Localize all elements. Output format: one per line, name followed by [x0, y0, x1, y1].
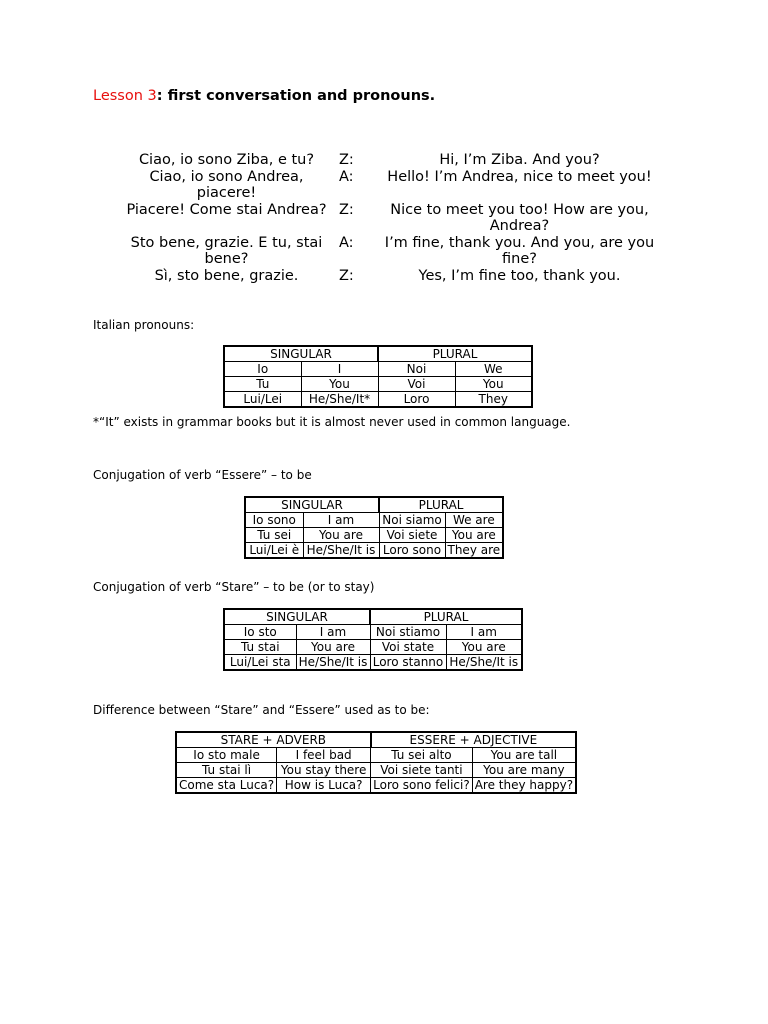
- table-cell: Loro stanno: [370, 655, 446, 671]
- table-cell: I feel bad: [277, 748, 371, 763]
- stare-table: [223, 608, 523, 671]
- table-cell: Noi: [378, 362, 455, 377]
- table-cell: He/She/It is: [446, 655, 522, 671]
- dialogue-line: [120, 169, 660, 202]
- table-cell: You are tall: [472, 748, 576, 763]
- difference-table: [175, 731, 577, 794]
- table-cell: You: [455, 377, 532, 392]
- table-cell: Tu stai: [224, 640, 296, 655]
- table-cell: I am: [296, 625, 370, 640]
- lesson-number: Lesson 3: [93, 88, 157, 104]
- table-cell: I: [301, 362, 378, 377]
- header-singular: SINGULAR: [224, 609, 370, 625]
- header-essere-adjective: ESSERE + ADJECTIVE: [371, 732, 576, 748]
- table-cell: Voi state: [370, 640, 446, 655]
- table-cell: Io sto male: [176, 748, 277, 763]
- stare-label: Conjugation of verb “Stare” – to be (or to stay): [93, 580, 375, 594]
- table-cell: Tu sei alto: [371, 748, 473, 763]
- table-cell: I am: [303, 513, 379, 528]
- table-cell: He/She/It*: [301, 392, 378, 408]
- header-plural: PLURAL: [378, 346, 532, 362]
- table-cell: Io: [224, 362, 301, 377]
- table-row: [176, 763, 576, 778]
- lesson-title: [93, 88, 435, 104]
- table-header-row: [224, 346, 532, 362]
- table-row: [224, 640, 522, 655]
- header-singular: SINGULAR: [245, 497, 379, 513]
- table-row: [245, 513, 503, 528]
- table-cell: I am: [446, 625, 522, 640]
- table-cell: We: [455, 362, 532, 377]
- speaker: A:: [339, 234, 354, 251]
- difference-label: Difference between “Stare” and “Essere” used as to be:: [93, 703, 430, 717]
- pronouns-label: Italian pronouns:: [93, 318, 195, 332]
- table-row: [224, 377, 532, 392]
- dialogue-line: [120, 235, 660, 268]
- table-cell: He/She/It is: [296, 655, 370, 671]
- table-cell: Io sto: [224, 625, 296, 640]
- speaker: Z:: [339, 152, 354, 168]
- table-cell: Tu: [224, 377, 301, 392]
- table-cell: You are: [445, 528, 503, 543]
- table-cell: Noi siamo: [379, 513, 445, 528]
- dialogue-line: [120, 268, 660, 285]
- table-cell: You: [301, 377, 378, 392]
- header-plural: PLURAL: [379, 497, 503, 513]
- table-cell: Tu sei: [245, 528, 303, 543]
- speaker: Z:: [339, 201, 354, 218]
- table-row: [245, 543, 503, 559]
- table-row: [245, 528, 503, 543]
- table-header-row: [224, 609, 522, 625]
- essere-table: [244, 496, 504, 559]
- table-header-row: [245, 497, 503, 513]
- table-cell: Loro sono felici?: [371, 778, 473, 794]
- italian-line: Sto bene, grazie. E tu, stai bene?: [130, 234, 323, 267]
- table-row: [224, 362, 532, 377]
- table-cell: Noi stiamo: [370, 625, 446, 640]
- table-cell: You are many: [472, 763, 576, 778]
- dialogue-table: [120, 152, 660, 284]
- speaker: Z:: [339, 267, 354, 284]
- italian-line: Piacere! Come stai Andrea?: [126, 201, 327, 218]
- table-cell: You stay there: [277, 763, 371, 778]
- italian-line: Sì, sto bene, grazie.: [154, 267, 299, 284]
- table-cell: You are: [446, 640, 522, 655]
- table-cell: Voi siete: [379, 528, 445, 543]
- dialogue-line: [120, 202, 660, 235]
- table-row: [176, 748, 576, 763]
- table-cell: Loro: [378, 392, 455, 408]
- table-cell: Lui/Lei è: [245, 543, 303, 559]
- header-singular: SINGULAR: [224, 346, 378, 362]
- pronouns-footnote: *“It” exists in grammar books but it is almost never used in common language.: [93, 415, 571, 429]
- table-cell: They: [455, 392, 532, 408]
- lesson-subtitle: : first conversation and pronouns.: [156, 88, 436, 104]
- speaker: A:: [339, 168, 354, 185]
- table-cell: He/She/It is: [303, 543, 379, 559]
- table-cell: Are they happy?: [472, 778, 576, 794]
- table-cell: We are: [445, 513, 503, 528]
- english-line: Hello! I’m Andrea, nice to meet you!: [387, 168, 652, 185]
- table-cell: You are: [303, 528, 379, 543]
- english-line: Yes, I’m fine too, thank you.: [418, 267, 621, 284]
- english-line: Hi, I’m Ziba. And you?: [439, 152, 600, 168]
- table-header-row: [176, 732, 576, 748]
- italian-line: Ciao, io sono Andrea, piacere!: [149, 168, 304, 201]
- table-cell: Tu stai lì: [176, 763, 277, 778]
- table-cell: Io sono: [245, 513, 303, 528]
- table-cell: Loro sono: [379, 543, 445, 559]
- table-cell: You are: [296, 640, 370, 655]
- essere-label: Conjugation of verb “Essere” – to be: [93, 468, 312, 482]
- pronouns-table: [223, 345, 533, 408]
- italian-line: Ciao, io sono Ziba, e tu?: [138, 152, 315, 168]
- header-stare-adverb: STARE + ADVERB: [176, 732, 371, 748]
- english-line: I’m fine, thank you. And you, are you fine?: [384, 234, 655, 267]
- table-cell: Voi: [378, 377, 455, 392]
- table-row: [224, 625, 522, 640]
- table-cell: They are: [445, 543, 503, 559]
- table-row: [176, 778, 576, 794]
- table-cell: Lui/Lei: [224, 392, 301, 408]
- table-cell: Voi siete tanti: [371, 763, 473, 778]
- table-cell: Come sta Luca?: [176, 778, 277, 794]
- table-cell: How is Luca?: [277, 778, 371, 794]
- table-row: [224, 392, 532, 408]
- dialogue-line: [120, 152, 660, 169]
- table-cell: Lui/Lei sta: [224, 655, 296, 671]
- table-row: [224, 655, 522, 671]
- english-line: Nice to meet you too! How are you, Andrea?: [390, 201, 649, 234]
- header-plural: PLURAL: [370, 609, 522, 625]
